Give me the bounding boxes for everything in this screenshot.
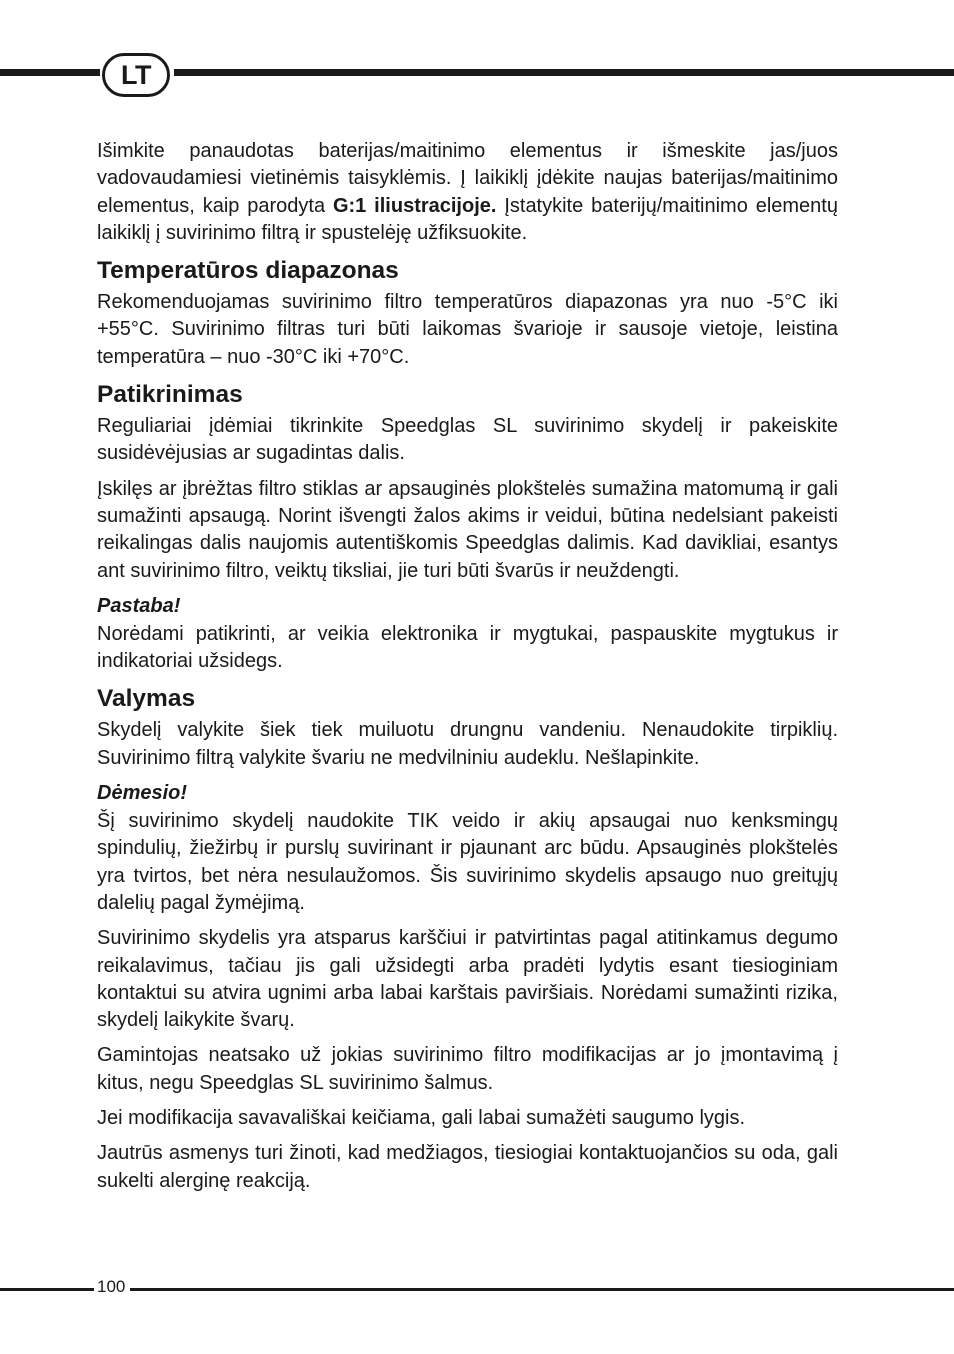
page-content xyxy=(97,138,838,1203)
section-heading-cleaning: Valymas xyxy=(97,685,196,713)
warning-paragraph-2: Suvirinimo skydelis yra atsparus karščiui ir patvirtintas pagal atitinkamus degumo reikalavimus, tačiau jis gali užsidegti arba pradėti lydytis esant tiesioginiam kontaktui su atvira ugnimi arba labai karštais paviršiais. Norėdami sumažinti rizika, skydelį laikykite švarų. xyxy=(97,927,838,1032)
temperature-paragraph: Rekomenduojamas suvirinimo filtro temperatūros diapazonas yra nuo -5°C iki +55°C. Suvirinimo filtras turi būti laikomas švarioje ir sausoje vietoje, leistina temperatūra – nuo -30°C iki +70°C. xyxy=(97,291,838,368)
intro-text-end: Įstatykite baterijų/maitinimo elementų laikiklį į suvirinimo filtrą ir spustelėję užfiksuokite. xyxy=(97,194,838,244)
footer-rule-left xyxy=(0,1288,94,1291)
section-heading-temperature: Temperatūros diapazonas xyxy=(97,257,399,285)
figure-reference: G:1 iliustracijoje. xyxy=(332,194,497,217)
intro-paragraph xyxy=(97,138,838,247)
warning-paragraph-1: Šį suvirinimo skydelį naudokite TIK veido ir akių apsaugai nuo kenksmingų spindulių, žiežirbų ir purslų suvirinant ir pjaunant arc būdu. Apsauginės plokštelės yra tvirtos, bet nėra nesulaužomos. Šis suvirinimo skydelis apsaugo nuo greitųjų dalelių pagal žymėjimą. xyxy=(97,810,838,914)
language-badge: LT xyxy=(102,53,170,97)
warning-paragraph-5: Jautrūs asmenys turi žinoti, kad medžiagos, tiesiogiai kontaktuojančios su oda, gali sukelti alerginę reakciją. xyxy=(97,1142,838,1192)
inspection-paragraph-1: Reguliariai įdėmiai tikrinkite Speedglas SL suvirinimo skydelį ir pakeiskite susidėvėjusias ar sugadintas dalis. xyxy=(97,415,838,465)
note-paragraph: Norėdami patikrinti, ar veikia elektronika ir mygtukai, paspauskite mygtukus ir indikatoriai užsidegs. xyxy=(97,622,838,673)
header-rule-left xyxy=(0,69,100,76)
page-number: 100 xyxy=(97,1277,126,1296)
note-title: Pastaba! xyxy=(97,594,181,617)
intro-text-start: Išimkite panaudotas baterijas/maitinimo elementus ir išmeskite jas/juos vadovaudamiesi vietinėmis taisyklėmis. Į laikiklį įdėkite naujas baterijas/maitinimo elementus, kaip parodyta xyxy=(97,140,838,217)
cleaning-paragraph: Skydelį valykite šiek tiek muiluotu drungnu vandeniu. Nenaudokite tirpiklių. Suvirinimo filtrą valykite švariu ne medvilniniu audeklu. Nešlapinkite. xyxy=(97,719,838,769)
footer-rule-right xyxy=(130,1288,954,1291)
inspection-paragraph-2: Įskilęs ar įbrėžtas filtro stiklas ar apsauginės plokštelės sumažina matomumą ir gali sumažinti apsaugą. Norint išvengti žalos akims ir veidui, būtina nedelsiant pakeisti reikalingas dalis naujomis autentiškomis Speedglas dalimis. Kad davikliai, esantys ant suvirinimo filtro, veiktų tiksliai, jie turi būti švarūs ir neuždengti. xyxy=(97,477,838,582)
header-rule-right xyxy=(174,69,954,76)
section-heading-inspection: Patikrinimas xyxy=(97,381,243,409)
warning-title: Dėmesio! xyxy=(97,782,188,805)
warning-paragraph-3: Gamintojas neatsako už jokias suvirinimo filtro modifikacijas ar jo įmontavimą į kitus, negu Speedglas SL suvirinimo šalmus. xyxy=(97,1044,838,1094)
warning-paragraph-4: Jei modifikacija savavališkai keičiama, gali labai sumažėti saugumo lygis. xyxy=(97,1107,746,1130)
